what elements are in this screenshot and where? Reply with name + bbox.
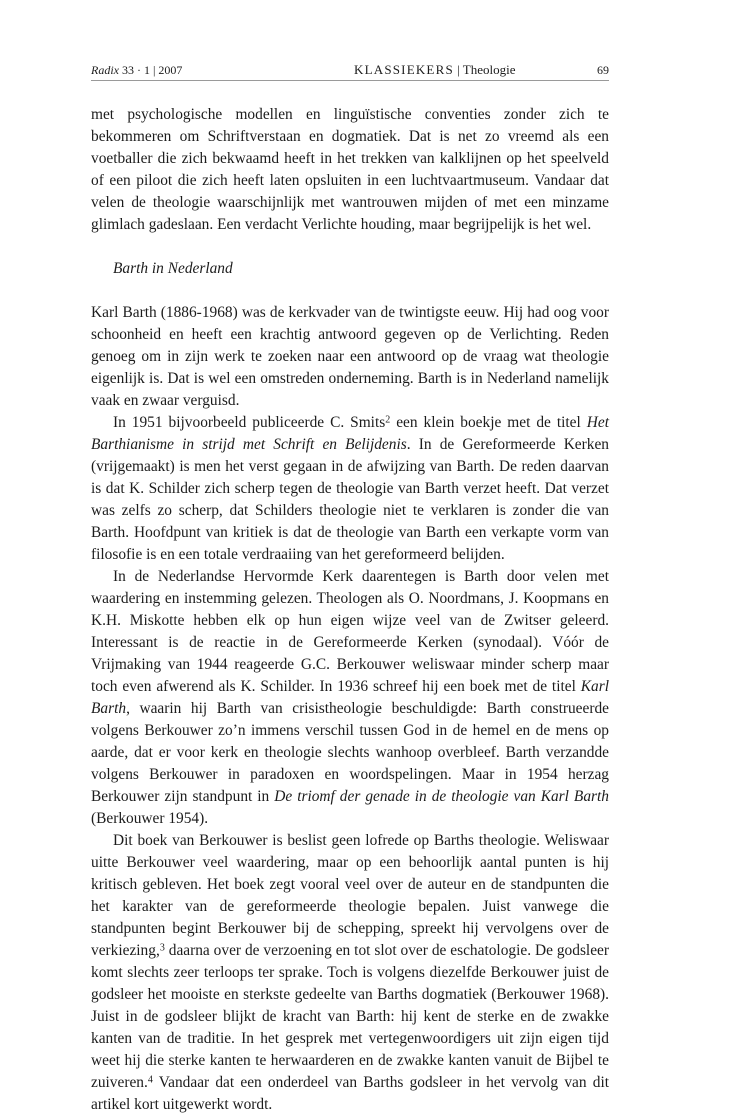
text-run: Dit boek van Berkouwer is beslist geen lofrede op Barths theologie. Weliswaar uitte Berkouwer veel waardering, maar op een behoorlijk aantal punten is hij kritisch gebleven. Het boek zegt vooral veel over de auteur en de standpunten die het karakter van de gereformeerde theologie bepalen. Juist vanwege die standpunten begint Berkouwer bij de schepping, spreekt hij vervolgens over de verkiezing, xyxy=(91,832,609,959)
text-run: Vandaar dat een onderdeel van Barths godsleer in het vervolg van dit artikel kort uitgewerkt wordt. xyxy=(91,1074,609,1113)
section-title: Barth in Nederland xyxy=(113,260,233,277)
section-heading xyxy=(354,62,515,78)
footnote-ref-2: 2 xyxy=(385,414,391,426)
article-body xyxy=(91,104,609,1116)
paragraph-5 xyxy=(91,830,609,1116)
section-separator: | xyxy=(453,62,463,77)
paragraph-3 xyxy=(91,412,609,566)
text-run: In de Nederlandse Hervormde Kerk daarentegen is Barth door velen met waardering en instemming gelezen. Theologen als O. Noordmans, J. Koopmans en K.H. Miskotte hebben elk op hun eigen wijze veel van de Zwitser geleerd. Interessant is de reactie in de Gereformeerde Kerken (synodaal). Vóór de Vrijmaking van 1944 reageerde G.C. Berkouwer weliswaar minder scherp maar toch even afwerend als K. Schilder. In 1936 schreef hij een boek met de titel xyxy=(91,568,609,695)
footnote-ref-4: 4 xyxy=(147,1074,153,1086)
journal-name: Radix xyxy=(91,63,119,77)
text-run: , waarin hij Barth van crisistheologie beschuldigde: Barth construeerde volgens Berkouwer zo’n immens verschil tussen God in de hemel en de mens op aarde, dat er voor kerk en theologie slechts wanhoop overbleef. Barth verzandde volgens Berkouwer in paradoxen en woordspelingen. Maar in 1954 herzag Berkouwer zijn standpunt in xyxy=(91,700,609,805)
text-run: daarna over de verzoening en tot slot over de eschatologie. De godsleer komt slechts zeer terloops ter sprake. Toch is volgens diezelfde Berkouwer juist de godsleer het mooiste en sterkste gedeelte van Barths dogmatiek (Berkouwer 1968). Juist in de godsleer blijkt de kracht van Barth: hij kent de sterke en de zwakke kanten van de traditie. In het gesprek met vertegenwoordigers uit zijn eigen tijd weet hij die sterke kanten te herwaarderen en de zwakke kanten vanuit de Bijbel te zuiveren. xyxy=(91,942,609,1091)
section-name: KLASSIEKERS xyxy=(354,62,454,77)
volume-issue-year: 33 · 1 | 2007 xyxy=(122,63,183,77)
book-title: Het Barthianisme in strijd met Schrift en Belijdenis xyxy=(91,414,609,453)
text-run: (Berkouwer 1954). xyxy=(91,810,209,827)
text-run: In 1951 bijvoorbeeld publiceerde C. Smits xyxy=(113,414,386,431)
journal-citation xyxy=(91,63,182,78)
paragraph-1: met psychologische modellen en linguïstische conventies zonder zich te bekommeren om Schriftverstaan en dogmatiek. Dat is net zo vreemd als een voetballer die zich bekwaamd heeft in het trekken van kalklijnen op het speelveld of een piloot die zich heeft laten opsluiten in een luchtvaartmuseum. Vandaar dat velen de theologie waarschijnlijk met wantrouwen mijden of met een minzame glimlach gadeslaan. Een verdacht Verlichte houding, maar begrijpelijk is het wel. xyxy=(91,106,609,233)
running-header xyxy=(91,60,609,81)
text-run: een klein boekje met de titel xyxy=(390,414,587,431)
text-run: . In de Gereformeerde Kerken (vrijgemaakt) is men het verst gegaan in de afwijzing van Barth. De reden daarvan is dat K. Schilder zich scherp tegen de theologie van Barth verzet heeft. Dat verzet was zelfs zo scherp, dat Schilders theologie niet te verklaren is zonder die van Barth. Hoofdpunt van kritiek is dat de theologie van Barth een verkapte vorm van filosofie is en een totale verdraaiing van het gereformeerd belijden. xyxy=(91,436,609,563)
subsection-name: Theologie xyxy=(462,62,516,77)
paragraph-4 xyxy=(91,566,609,830)
footnote-ref-3: 3 xyxy=(159,942,165,954)
paragraph-2: Karl Barth (1886-1968) was de kerkvader van de twintigste eeuw. Hij had oog voor schoonheid en heeft een krachtig antwoord gegeven op de Verlichting. Reden genoeg om in zijn werk te zoeken naar een antwoord op de vraag wat theologie eigenlijk is. Dat is wel een omstreden onderneming. Barth is in Nederland namelijk vaak en zwaar verguisd. xyxy=(91,304,609,409)
page-number: 69 xyxy=(597,63,609,77)
book-title: Karl Barth xyxy=(91,678,609,717)
book-title: De triomf der genade in de theologie van Karl Barth xyxy=(274,788,609,805)
